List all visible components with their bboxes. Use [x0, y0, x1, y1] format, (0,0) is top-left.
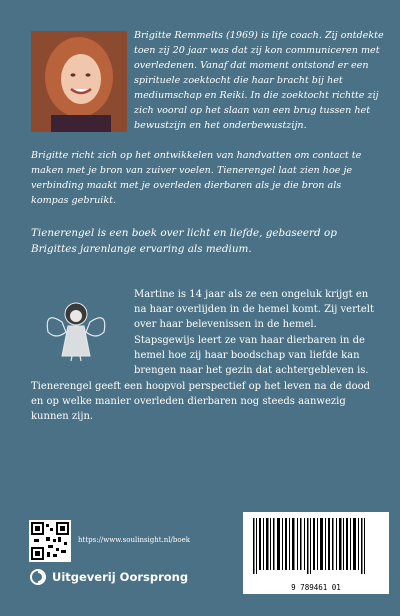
author-portrait-icon	[31, 31, 127, 132]
isbn-barcode	[243, 512, 389, 594]
isbn-number: 9 789461 01	[291, 583, 341, 592]
angel-illustration-icon	[36, 292, 116, 362]
author-bio-paragraph-1: Brigitte Remmelts (1969) is life coach. Zij ontdekte toen zij 20 jaar was dat zij kon communiceren met overledenen. Vanaf dat moment ontstond er een spirituele zoektocht die haar bracht bij het mediumschap en Reiki. In die zoektocht richtte zij zich vooral op het slaan van een brug tussen het bewustzijn en het onderbewustzijn.	[134, 30, 384, 131]
qr-code-icon[interactable]	[29, 520, 71, 562]
author-bio-paragraph-2: Brigitte richt zich op het ontwikkelen van handvatten om contact te maken met je bron van zuiver voelen. Tienerengel laat zien hoe je verbinding maakt met je overleden dierbaren als je die bron als kompas gebruikt.	[31, 150, 362, 206]
barcode-icon	[243, 512, 389, 578]
synopsis-paragraph-2: Tienerengel geeft een hoopvol perspectief op het leven na de dood en op welke manier overleden dierbaren nog steeds aanwezig kunnen zijn.	[31, 381, 371, 423]
lead-text: Tienerengel is een boek over licht en liefde, gebaseerd op Brigittes jarenlange ervaring als medium.	[31, 227, 337, 255]
publisher-logo-icon	[30, 569, 46, 585]
author-photo	[31, 31, 127, 132]
publisher-name: Uitgeverij Oorsprong	[52, 570, 189, 584]
synopsis-paragraph-1: Martine is 14 jaar als ze een ongeluk krijgt en na haar overlijden in de hemel komt. Zij vertelt over haar belevenissen in de hemel. Stapsgewijs leert ze van haar dierbaren in de hemel hoe zij haar boodschap van liefde kan brengen naar het gezin dat achtergebleven is.	[134, 289, 375, 377]
angel-girl-illustration	[36, 292, 116, 362]
publisher	[30, 568, 188, 586]
qr-pattern	[31, 522, 69, 560]
website-link[interactable]: https://www.soulinsight.nl/boek	[78, 536, 190, 544]
